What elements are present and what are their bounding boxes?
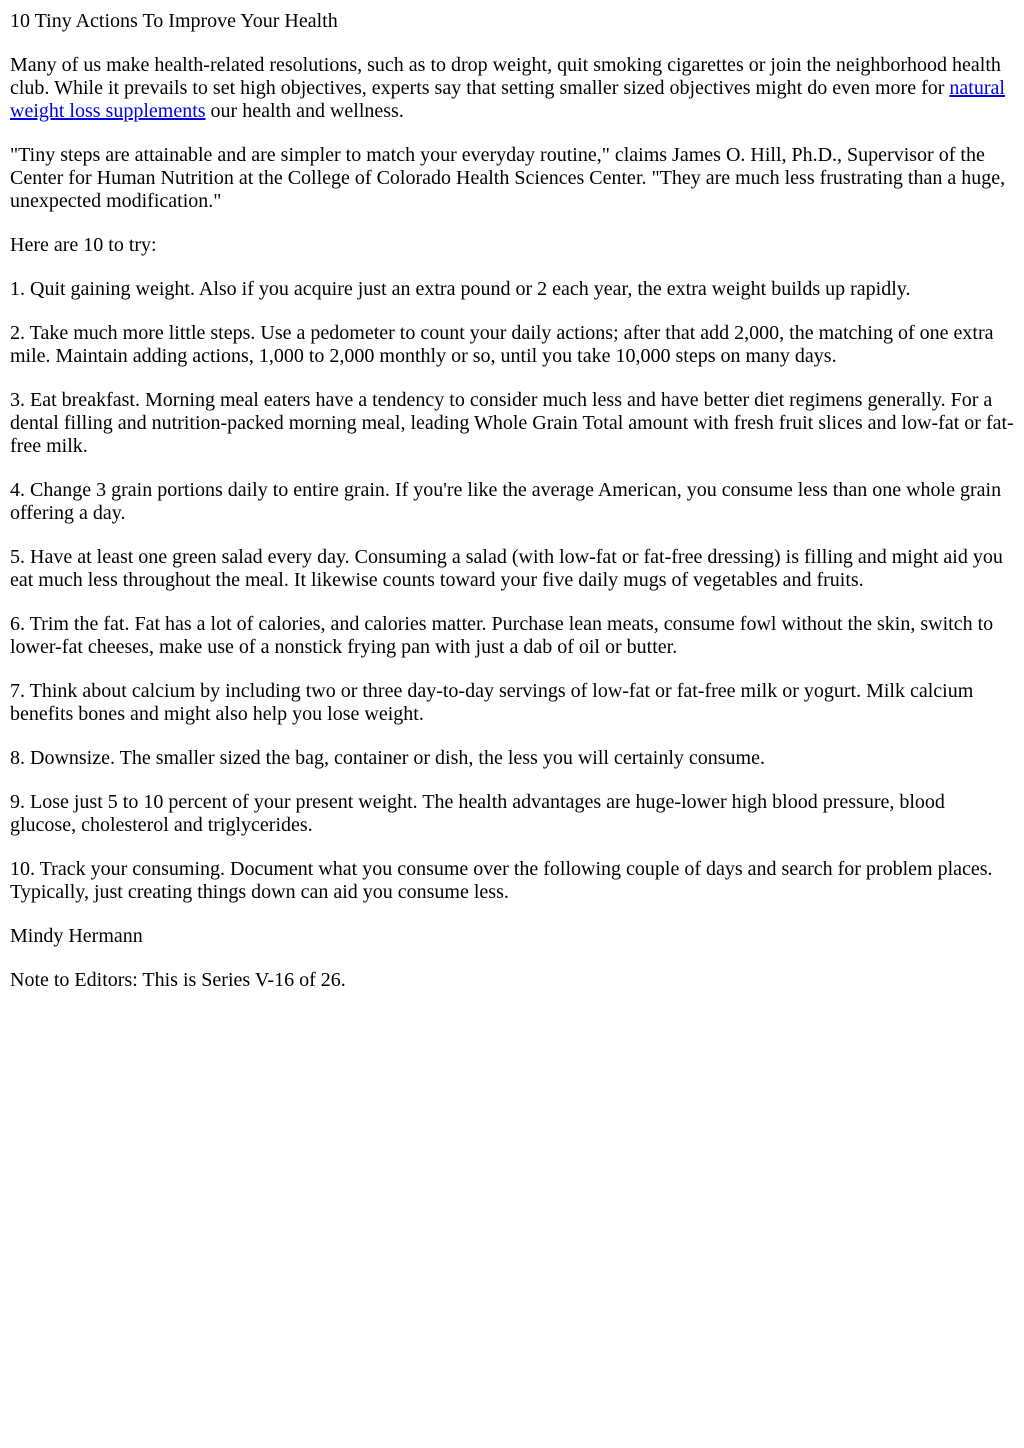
intro-paragraph (10, 54, 1014, 123)
intro-text-after-link: our health and wellness. (205, 100, 404, 122)
tip-item: 10. Track your consuming. Document what you consume over the following couple of days and search for problem places. Typically, just creating things down can aid you consume less. (10, 858, 993, 903)
tip-item: 7. Think about calcium by including two or three day-to-day servings of low-fat or fat-free milk or yogurt. Milk calcium benefits bones and might also help you lose weight. (10, 680, 974, 725)
tip-item: 9. Lose just 5 to 10 percent of your present weight. The health advantages are huge-lower high blood pressure, blood glucose, cholesterol and triglycerides. (10, 791, 945, 836)
lead-in-paragraph: Here are 10 to try: (10, 234, 157, 256)
tip-item: 6. Trim the fat. Fat has a lot of calories, and calories matter. Purchase lean meats, consume fowl without the skin, switch to lower-fat cheeses, make use of a nonstick frying pan with just a dab of oil or butter. (10, 613, 994, 658)
quote-paragraph: "Tiny steps are attainable and are simpler to match your everyday routine," claims James O. Hill, Ph.D., Supervisor of the Center for Human Nutrition at the College of Colorado Health Sciences Center. "They are much less frustrating than a huge, unexpected modification." (10, 144, 1006, 212)
tip-item: 8. Downsize. The smaller sized the bag, container or dish, the less you will certainly consume. (10, 747, 765, 769)
author-name: Mindy Hermann (10, 925, 143, 947)
supplements-link[interactable]: natural weight loss supplements (10, 77, 1005, 122)
tip-item: 4. Change 3 grain portions daily to entire grain. If you're like the average American, you consume less than one whole grain offering a day. (10, 479, 1002, 524)
tip-item: 2. Take much more little steps. Use a pedometer to count your daily actions; after that add 2,000, the matching of one extra mile. Maintain adding actions, 1,000 to 2,000 monthly or so, until you take 10,000 steps on many days. (10, 322, 994, 367)
tip-item: 3. Eat breakfast. Morning meal eaters have a tendency to consider much less and have better diet regimens generally. For a dental filling and nutrition-packed morning meal, leading Whole Grain Total amount with fresh fruit slices and low-fat or fat-free milk. (10, 389, 1014, 457)
tip-item: 5. Have at least one green salad every day. Consuming a salad (with low-fat or fat-free dressing) is filling and might aid you eat much less throughout the meal. It likewise counts toward your five daily mugs of vegetables and fruits. (10, 546, 1003, 591)
intro-text-before-link: Many of us make health-related resolutions, such as to drop weight, quit smoking cigarettes or join the neighborhood health club. While it prevails to set high objectives, experts say that setting smaller sized objectives might do even more for (10, 54, 1001, 99)
editor-note: Note to Editors: This is Series V-16 of 26. (10, 969, 346, 991)
tip-item: 1. Quit gaining weight. Also if you acquire just an extra pound or 2 each year, the extra weight builds up rapidly. (10, 278, 911, 300)
page-title: 10 Tiny Actions To Improve Your Health (10, 10, 338, 32)
